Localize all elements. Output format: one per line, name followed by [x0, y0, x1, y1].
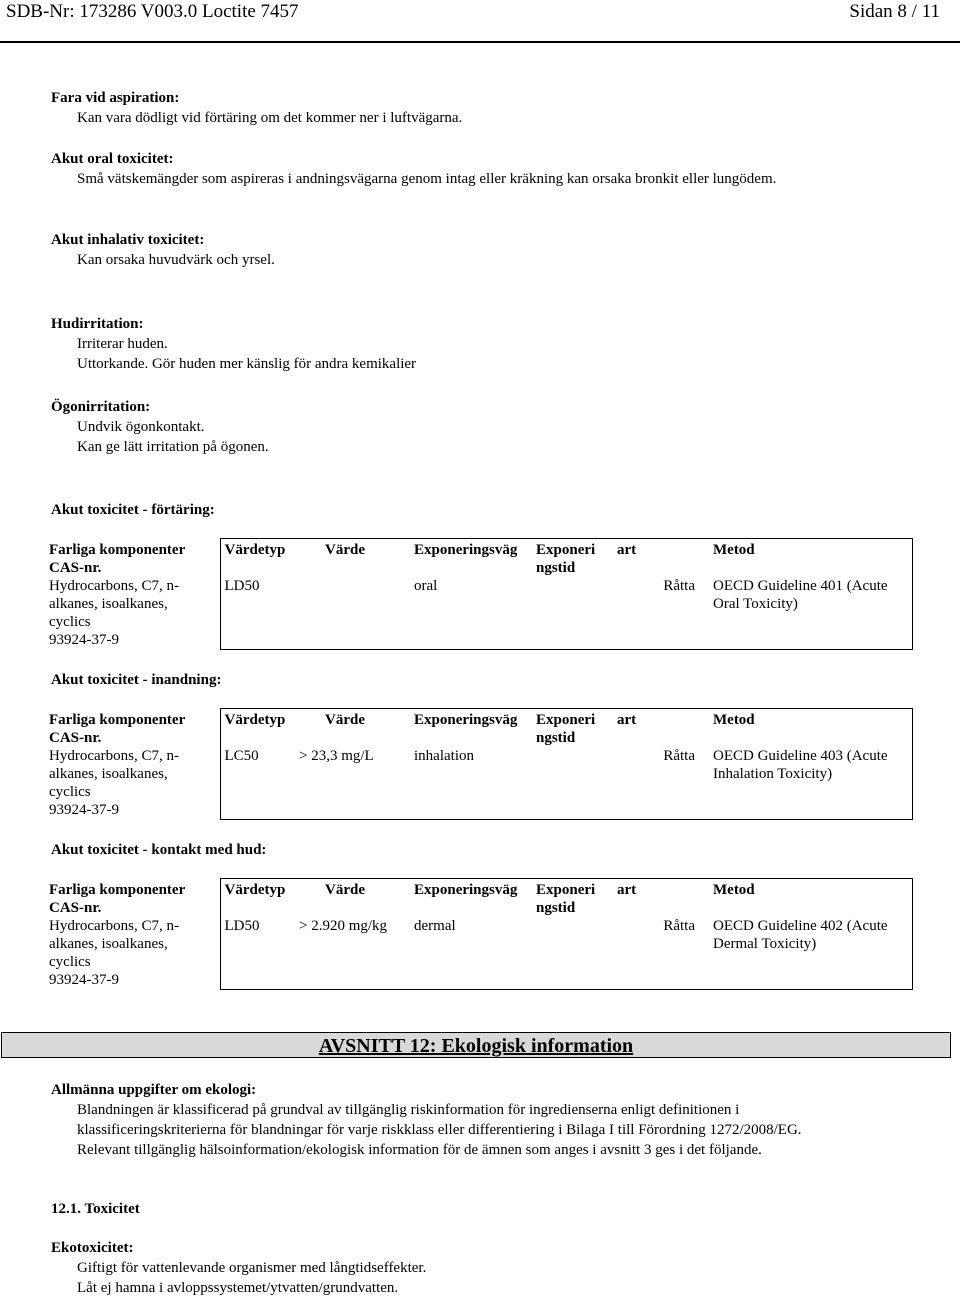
toxicity-table-inhalation [43, 708, 913, 820]
cell-tid [532, 917, 613, 990]
col-header-metod: Metod [709, 539, 912, 578]
section-12-band [1, 1032, 951, 1058]
cell-metod [709, 917, 912, 990]
acute-inhalation-label: Akut inhalativ toxicitet: [51, 232, 205, 248]
table-title-oral: Akut toxicitet - förtäring: [51, 502, 215, 518]
eye-irritation-text-2: Kan ge lätt irritation på ögonen. [77, 439, 269, 455]
component-line-1: Hydrocarbons, C7, n- [49, 918, 179, 934]
acute-oral-label: Akut oral toxicitet: [51, 151, 174, 167]
cell-tid [532, 747, 613, 820]
cell-component [43, 577, 220, 650]
col-header-cas: CAS-nr. [49, 899, 102, 916]
aspiration-hazard-text: Kan vara dödligt vid förtäring om det kommer ner i luftvägarna. [77, 110, 463, 126]
acute-inhalation-text: Kan orsaka huvudvärk och yrsel. [77, 252, 275, 268]
col-header-metod: Metod [709, 709, 912, 748]
metod-line-2: Inhalation Toxicity) [713, 766, 833, 782]
col-header-component [43, 539, 220, 578]
section-12-title: AVSNITT 12: Ekologisk information [318, 1035, 634, 1057]
toxicity-table-dermal [43, 878, 913, 990]
eye-irritation-label: Ögonirritation: [51, 399, 151, 415]
component-line-2: alkanes, isoalkanes, [49, 596, 168, 612]
cell-component [43, 917, 220, 990]
acute-inhalation-block [51, 230, 931, 270]
component-line-1: Hydrocarbons, C7, n- [49, 748, 179, 764]
col-header-tid [532, 709, 613, 748]
metod-line-2: Oral Toxicity) [713, 596, 798, 612]
cell-metod [709, 577, 912, 650]
toxicity-table-oral [43, 538, 913, 650]
table-header-row [43, 709, 912, 748]
col-header-vardetyp: Värdetyp [220, 709, 295, 748]
col-header-art: art [613, 879, 709, 918]
col-header-cas: CAS-nr. [49, 729, 102, 746]
cell-vardetyp: LD50 [220, 577, 295, 650]
eye-irritation-text-1: Undvik ögonkontakt. [77, 419, 205, 435]
cell-art: Råtta [613, 917, 709, 990]
cell-varde: > 23,3 mg/L [295, 747, 410, 820]
skin-irritation-label: Hudirritation: [51, 316, 144, 332]
table-row [43, 917, 912, 990]
ecology-general-line-1: Blandningen är klassificerad på grundval av tillgänglig riskinformation för ingredienserna enligt definitionen i [77, 1102, 740, 1118]
cell-component [43, 747, 220, 820]
cell-vag: inhalation [410, 747, 532, 820]
col-header-tid [532, 879, 613, 918]
col-header-component [43, 879, 220, 918]
col-header-tid-1: Exponeri [536, 882, 596, 898]
col-header-tid-2: ngstid [536, 560, 576, 576]
component-line-2: alkanes, isoalkanes, [49, 766, 168, 782]
ecology-general-line-2: klassificeringskriterierna för blandningar för varje riskklass eller differentiering i Bilaga I till Förordning 1272/2008/EG. [77, 1122, 802, 1138]
col-header-varde: Värde [295, 709, 410, 748]
col-header-metod: Metod [709, 879, 912, 918]
col-header-art: art [613, 709, 709, 748]
table-title-dermal: Akut toxicitet - kontakt med hud: [51, 842, 267, 858]
document-id: SDB-Nr: 173286 V003.0 Loctite 7457 [6, 1, 299, 22]
col-header-component [43, 709, 220, 748]
table-row [43, 577, 912, 650]
cell-varde: > 2.920 mg/kg [295, 917, 410, 990]
col-header-varde: Värde [295, 879, 410, 918]
aspiration-hazard-label: Fara vid aspiration: [51, 90, 180, 106]
col-header-tid-2: ngstid [536, 900, 576, 916]
cell-vardetyp: LC50 [220, 747, 295, 820]
table-row [43, 747, 912, 820]
component-line-3: cyclics [49, 784, 91, 800]
col-header-vardetyp: Värdetyp [220, 539, 295, 578]
col-header-tid-1: Exponeri [536, 542, 596, 558]
metod-line-1: OECD Guideline 401 (Acute [713, 578, 888, 594]
acute-oral-text: Små vätskemängder som aspireras i andningsvägarna genom intag eller kräkning kan orsaka bronkit eller lungödem. [77, 171, 777, 187]
col-header-component-name: Farliga komponenter [49, 711, 186, 728]
col-header-component-name: Farliga komponenter [49, 881, 186, 898]
ecotoxicity-line-1: Giftigt för vattenlevande organismer med långtidseffekter. [77, 1260, 427, 1276]
component-line-3: cyclics [49, 614, 91, 630]
metod-line-2: Dermal Toxicity) [713, 936, 817, 952]
cell-vardetyp: LD50 [220, 917, 295, 990]
ecotoxicity-block [51, 1238, 931, 1298]
col-header-art: art [613, 539, 709, 578]
cell-metod [709, 747, 912, 820]
page-header [0, 0, 960, 40]
metod-line-1: OECD Guideline 402 (Acute [713, 918, 888, 934]
cell-art: Råtta [613, 747, 709, 820]
component-line-2: alkanes, isoalkanes, [49, 936, 168, 952]
component-cas: 93924-37-9 [49, 632, 119, 648]
col-header-component-name: Farliga komponenter [49, 541, 186, 558]
component-line-3: cyclics [49, 954, 91, 970]
component-line-1: Hydrocarbons, C7, n- [49, 578, 179, 594]
col-header-vardetyp: Värdetyp [220, 879, 295, 918]
col-header-varde: Värde [295, 539, 410, 578]
acute-oral-block [51, 149, 931, 189]
skin-irritation-text-1: Irriterar huden. [77, 336, 168, 352]
aspiration-hazard-block [51, 88, 931, 128]
col-header-tid-2: ngstid [536, 730, 576, 746]
ecology-general-block [51, 1080, 931, 1160]
table-title-inhalation: Akut toxicitet - inandning: [51, 672, 222, 688]
header-divider [0, 41, 960, 43]
col-header-cas: CAS-nr. [49, 559, 102, 576]
cell-varde [295, 577, 410, 650]
col-header-vag: Exponeringsväg [410, 539, 532, 578]
ecology-general-line-3: Relevant tillgänglig hälsoinformation/ekologisk information för de ämnen som anges i avsnitt 3 ges i det följande. [77, 1142, 762, 1158]
ecology-general-label: Allmänna uppgifter om ekologi: [51, 1082, 257, 1098]
col-header-tid [532, 539, 613, 578]
ecotoxicity-label: Ekotoxicitet: [51, 1240, 134, 1256]
cell-vag: oral [410, 577, 532, 650]
component-cas: 93924-37-9 [49, 802, 119, 818]
skin-irritation-text-2: Uttorkande. Gör huden mer känslig för andra kemikalier [77, 356, 417, 372]
toxicity-subheading: 12.1. Toxicitet [51, 1201, 140, 1217]
col-header-tid-1: Exponeri [536, 712, 596, 728]
table-header-row [43, 539, 912, 578]
ecotoxicity-line-2: Låt ej hamna i avloppssystemet/ytvatten/grundvatten. [77, 1280, 399, 1296]
eye-irritation-block [51, 397, 931, 457]
col-header-vag: Exponeringsväg [410, 879, 532, 918]
page-number: Sidan 8 / 11 [849, 1, 940, 22]
cell-tid [532, 577, 613, 650]
cell-art: Råtta [613, 577, 709, 650]
cell-vag: dermal [410, 917, 532, 990]
col-header-vag: Exponeringsväg [410, 709, 532, 748]
table-header-row [43, 879, 912, 918]
component-cas: 93924-37-9 [49, 972, 119, 988]
metod-line-1: OECD Guideline 403 (Acute [713, 748, 888, 764]
skin-irritation-block [51, 314, 931, 374]
